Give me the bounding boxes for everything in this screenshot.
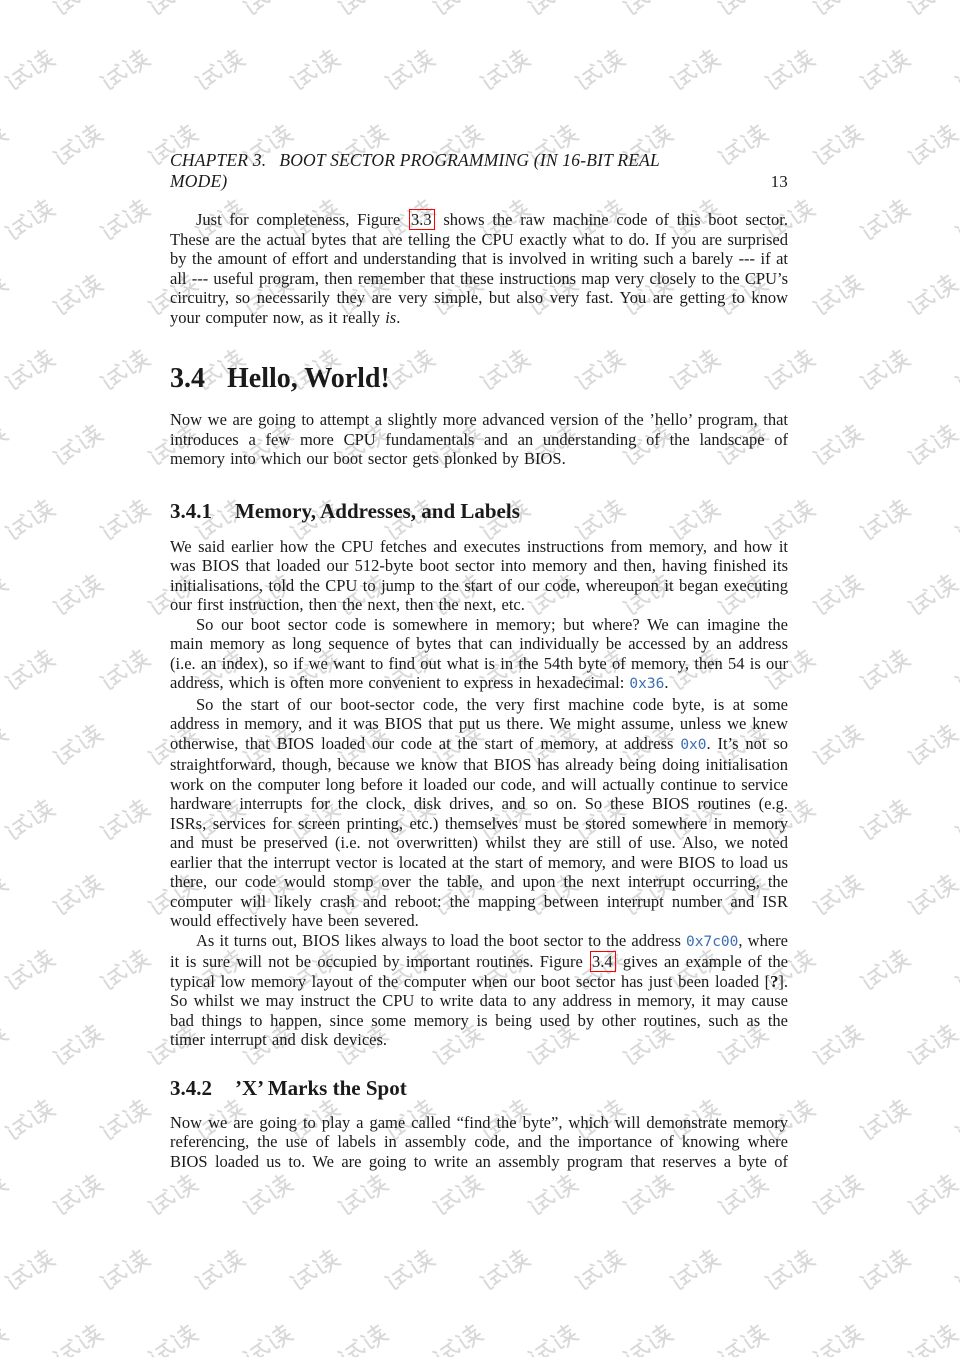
watermark-text [0, 718, 13, 771]
page-number: 13 [770, 172, 788, 191]
watermark-text [950, 493, 960, 546]
watermark-text [808, 1168, 869, 1221]
watermark-text [95, 193, 156, 246]
paragraph-memory-4: As it turns out, BIOS likes always to load the boot sector to the address 0x7c00, where it is sure will not be occupied by important routines. Figure 3.4 gives an example of the typical low memory layout of the computer when our boot sector has just been loaded [?]. So whilst we may instruct the CPU to write data to any address in memory, it may cause bad things to happen, since some memory is being used by other routines, such as the timer interrupt and disk devices. [170, 930, 788, 1049]
watermark-text [380, 1243, 441, 1296]
running-header-text [170, 150, 788, 192]
watermark-text [0, 943, 60, 996]
watermark-text [618, 1318, 679, 1357]
watermark-text [950, 943, 960, 996]
watermark-text [0, 268, 13, 321]
bold-text: ? [770, 971, 779, 991]
watermark-text [855, 943, 916, 996]
watermark-text [950, 643, 960, 696]
section-heading-3-4-1 [170, 499, 788, 524]
watermark-text [0, 1168, 13, 1221]
watermark-text [0, 1018, 13, 1071]
watermark-text [48, 568, 109, 621]
watermark-text [950, 793, 960, 846]
watermark-text [618, 1168, 679, 1221]
watermark-text [428, 1318, 489, 1357]
italic-text: is [385, 307, 397, 327]
watermark-text [808, 718, 869, 771]
watermark-text [95, 493, 156, 546]
watermark-text [523, 1168, 584, 1221]
inline-code: 0x7c00 [686, 933, 739, 950]
watermark-text [903, 1318, 960, 1357]
paragraph-memory-3: So the start of our boot-sector code, the very first machine code byte, is at some address in memory, and it was BIOS that put us there. We might assume, unless we knew otherwise, that BIOS loaded our code at the start of memory, at address 0x0. It’s not so straightforward, though, because we know that BIOS has already being doing initialisation work on the computer long before it loaded our code, and will actually continue to service hardware interrupts for the clock, disk drives, and so on. So these BIOS routines (e.g. ISRs, services for screen printing, etc.) themselves must be stored somewhere in memory and must be preserved (i.e. not overwritten) whilst they are still of use. Also, we noted earlier that the interrupt vector is located at the start of memory, and were BIOS to load us there, our code would stomp over the table, and upon the next interrupt occurring, the computer will likely crash and reboot: the mapping between interrupt number and ISR would effectively have been severed. [170, 694, 789, 930]
section-title: ’X’ Marks the Spot [235, 1075, 407, 1100]
watermark-text [903, 268, 960, 321]
section-title: Memory, Addresses, and Labels [235, 498, 520, 523]
watermark-text [95, 343, 156, 396]
watermark-text [48, 1168, 109, 1221]
watermark-text [333, 1168, 394, 1221]
watermark-text [0, 343, 60, 396]
chapter-title-line2: MODE) [170, 171, 228, 191]
watermark-text [903, 1018, 960, 1071]
watermark-text [48, 418, 109, 471]
watermark-text [0, 793, 60, 846]
watermark-text [808, 1318, 869, 1357]
watermark-text [808, 268, 869, 321]
watermark-text [0, 568, 13, 621]
watermark-text [903, 0, 960, 22]
watermark-text [855, 43, 916, 96]
watermark-text [0, 643, 60, 696]
watermark-text [143, 1318, 204, 1357]
watermark-text [95, 1093, 156, 1146]
watermark-text [808, 568, 869, 621]
watermark-text [808, 418, 869, 471]
watermark-text [0, 1093, 60, 1146]
chapter-title-line1: BOOT SECTOR PROGRAMMING (IN 16-BIT REAL [279, 150, 660, 170]
watermark-text [48, 868, 109, 921]
watermark-text [0, 118, 13, 171]
watermark-text [855, 493, 916, 546]
watermark-text [0, 193, 60, 246]
watermark-text [475, 1243, 536, 1296]
watermark-text [285, 1243, 346, 1296]
watermark-text [95, 643, 156, 696]
section-heading-3-4 [170, 363, 788, 395]
watermark-text [570, 1243, 631, 1296]
watermark-text [0, 1243, 60, 1296]
watermark-text [48, 1318, 109, 1357]
watermark-text [0, 0, 13, 22]
page-content [170, 0, 788, 1171]
watermark-text [0, 493, 60, 546]
watermark-text [808, 0, 869, 22]
watermark-text [950, 1093, 960, 1146]
watermark-text [48, 718, 109, 771]
watermark-text [95, 1243, 156, 1296]
section-number: 3.4.2 [170, 1075, 212, 1100]
watermark-text [855, 1243, 916, 1296]
watermark-text [950, 43, 960, 96]
watermark-text [950, 193, 960, 246]
running-header [170, 150, 788, 192]
paragraph-hello-world: Now we are going to attempt a slightly more advanced version of the ’hello’ program, that introduces a few more CPU fundamentals and an understanding of the landscape of memory into which our boot sector gets plonked by BIOS. [170, 410, 788, 468]
watermark-text [0, 43, 60, 96]
section-heading-3-4-2 [170, 1076, 788, 1101]
watermark-text [333, 1318, 394, 1357]
watermark-text [428, 1168, 489, 1221]
watermark-text [903, 868, 960, 921]
paragraph-memory-2: So our boot sector code is somewhere in memory; but where? We can imagine the main memory as long sequence of bytes that can individually be accessed by an address (i.e. an index), so if we want to find out what is in the 54th byte of memory, then 54 is our address, which is often more convenient to express in hexadecimal: 0x36. [170, 614, 788, 692]
watermark-text [48, 268, 109, 321]
watermark-text [665, 1243, 726, 1296]
section-number: 3.4.1 [170, 498, 212, 523]
figure-reference-link[interactable]: 3.3 [409, 209, 435, 230]
watermark-text [808, 118, 869, 171]
watermark-text [903, 568, 960, 621]
watermark-text [903, 418, 960, 471]
watermark-text [903, 718, 960, 771]
watermark-text [0, 418, 13, 471]
watermark-text [48, 0, 109, 22]
paragraph-completeness: Just for completeness, Figure 3.3 shows the raw machine code of this boot sector. These are the actual bytes that are telling the CPU exactly what to do. If you are surprised by the amount of effort and understanding that is involved in writing such a barely --- if at all --- useful program, then remember that these instructions map very closely to the CPU’s circuitry, so necessarily they are very simple, but also very fast. You are getting to know your computer now, as it really is. [170, 210, 788, 327]
watermark-text [0, 1318, 13, 1357]
watermark-text [95, 43, 156, 96]
watermark-text [808, 1018, 869, 1071]
chapter-label: CHAPTER 3. [170, 150, 267, 170]
watermark-text [855, 193, 916, 246]
watermark-text [95, 943, 156, 996]
watermark-text [855, 643, 916, 696]
watermark-text [713, 1168, 774, 1221]
watermark-text [903, 118, 960, 171]
inline-code: 0x0 [680, 736, 707, 753]
watermark-text [95, 793, 156, 846]
watermark-text [855, 1093, 916, 1146]
watermark-text [238, 1168, 299, 1221]
watermark-text [713, 1318, 774, 1357]
watermark-text [0, 868, 13, 921]
watermark-text [950, 343, 960, 396]
paragraph-memory-1: We said earlier how the CPU fetches and executes instructions from memory, and how it was BIOS that loaded our 512-byte boot sector into memory and then, having finished its initialisations, told the CPU to jump to the start of our code, whereupon it began executing our first instruction, then the next, then the next, etc. [170, 536, 788, 614]
watermark-text [523, 1318, 584, 1357]
watermark-text [855, 343, 916, 396]
watermark-text [238, 1318, 299, 1357]
watermark-text [808, 868, 869, 921]
watermark-text [48, 118, 109, 171]
watermark-text [190, 1243, 251, 1296]
watermark-text [903, 1168, 960, 1221]
section-title: Hello, World! [227, 363, 390, 394]
watermark-text [950, 1243, 960, 1296]
watermark-text [48, 1018, 109, 1071]
inline-code: 0x36 [629, 676, 665, 692]
watermark-text [855, 793, 916, 846]
watermark-text [760, 1243, 821, 1296]
section-number: 3.4 [170, 363, 205, 394]
paragraph-x-marks: Now we are going to play a game called “find the byte”, which will demonstrate memory referencing, the use of labels in assembly code, and the importance of knowing where BIOS loaded us to. We are going to write an assembly program that reserves a byte of [170, 1112, 788, 1171]
watermark-text [143, 1168, 204, 1221]
figure-reference-link[interactable]: 3.4 [590, 951, 616, 972]
